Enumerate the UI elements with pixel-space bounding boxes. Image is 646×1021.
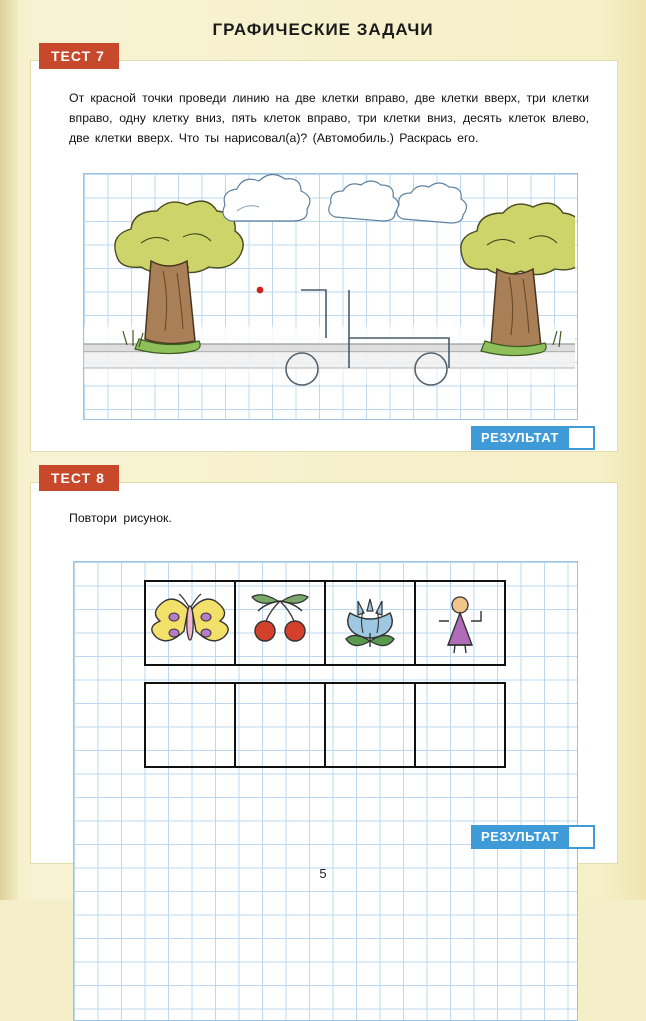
test-8-illustration	[31, 483, 617, 863]
page-title: ГРАФИЧЕСКИЕ ЗАДАЧИ	[212, 20, 434, 39]
page-number: 5	[319, 866, 327, 881]
test-8-instruction: Повтори рисунок.	[69, 511, 172, 525]
test-7-instruction: От красной точки проведи линию на две клетки вправо, две клетки вверх, три клетки вправо, одну клетку вниз, пять клеток вправо, три клетки вниз, десять клеток влево, две клетки вверх. Что ты нарисовал(а)? (Автомобиль.) Раскрась его.	[69, 91, 589, 145]
cloud-1	[223, 174, 310, 221]
test-7-result[interactable]	[471, 426, 595, 450]
butterfly	[152, 594, 228, 641]
test-7-result-label: РЕЗУЛЬТАТ	[471, 426, 569, 450]
test-8-result-box[interactable]	[569, 825, 595, 849]
test-7-tab: ТЕСТ 7	[39, 43, 119, 69]
red-start-dot	[257, 287, 264, 294]
cloud-3	[397, 183, 467, 223]
book-spine	[0, 0, 18, 900]
flower	[346, 599, 394, 647]
test-8-result-label: РЕЗУЛЬТАТ	[471, 825, 569, 849]
test-7-block	[30, 48, 618, 452]
girl	[439, 597, 481, 653]
test-8-result[interactable]	[471, 825, 595, 849]
test-8-tab: ТЕСТ 8	[39, 465, 119, 491]
test-7-result-box[interactable]	[569, 426, 595, 450]
test-8-block	[30, 470, 618, 864]
test-7-illustration	[31, 61, 617, 451]
cherries	[252, 595, 308, 641]
cloud-2	[329, 181, 399, 221]
